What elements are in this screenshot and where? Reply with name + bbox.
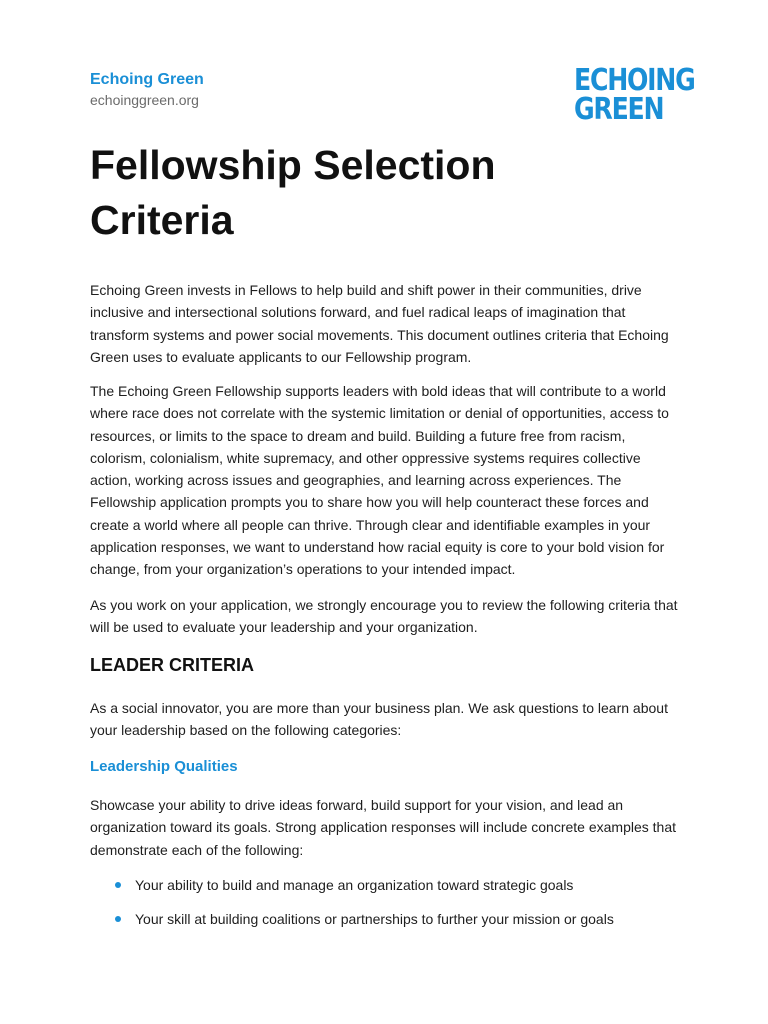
org-name: Echoing Green [90, 71, 204, 88]
list-item [90, 908, 680, 942]
list-item [90, 874, 680, 908]
intro-paragraph-1: Echoing Green invests in Fellows to help build and shift power in their communities, drive inclusive and intersectional solutions forward, and fuel radical leaps of imagination that transform systems and power social movements. This document outlines criteria that Echoing Green uses to evaluate applicants to our Fellowship program. [90, 282, 669, 365]
subsection-intro: Showcase your ability to drive ideas forward, build support for your vision, and lead an organization toward its goals. Strong application responses will include concrete examples that demonstrate each of the following: [90, 797, 676, 858]
section-intro: As a social innovator, you are more than your business plan. We ask questions to learn about your leadership based on the following categories: [90, 700, 668, 739]
logo-line-1: ECHOING [574, 63, 695, 98]
org-url: echoinggreen.org [90, 92, 199, 108]
echoing-green-logo [574, 63, 695, 127]
page-title: Fellowship Selection Criteria [90, 142, 496, 243]
bullet-dot-icon [115, 882, 121, 888]
intro-paragraph-2: The Echoing Green Fellowship supports leaders with bold ideas that will contribute to a world where race does not correlate with the systemic limitation or denial of opportunities, access to resources, or limits to the space to dream and build. Building a future free from racism, colorism, colonialism, white supremacy, and other oppressive systems requires collective action, working across issues and geographies, and learning across experiences. The Fellowship application prompts you to share how you will help counteract these forces and create a world where all people can thrive. Through clear and identifiable examples in your application responses, we want to understand how racial equity is core to your bold vision for change, from your organization’s operations to your intended impact. [90, 383, 669, 578]
logo-line-2: GREEN [574, 92, 664, 127]
criteria-list [90, 874, 680, 942]
list-item-text: Your skill at building coalitions or partnerships to further your mission or goals [135, 911, 614, 927]
intro-paragraph-3: As you work on your application, we strongly encourage you to review the following criteria that will be used to evaluate your leadership and your organization. [90, 597, 678, 636]
bullet-dot-icon [115, 916, 121, 922]
subheading-leadership-qualities: Leadership Qualities [90, 758, 238, 775]
section-heading-leader-criteria: LEADER CRITERIA [90, 655, 255, 675]
list-item-text: Your ability to build and manage an organization toward strategic goals [135, 877, 574, 893]
